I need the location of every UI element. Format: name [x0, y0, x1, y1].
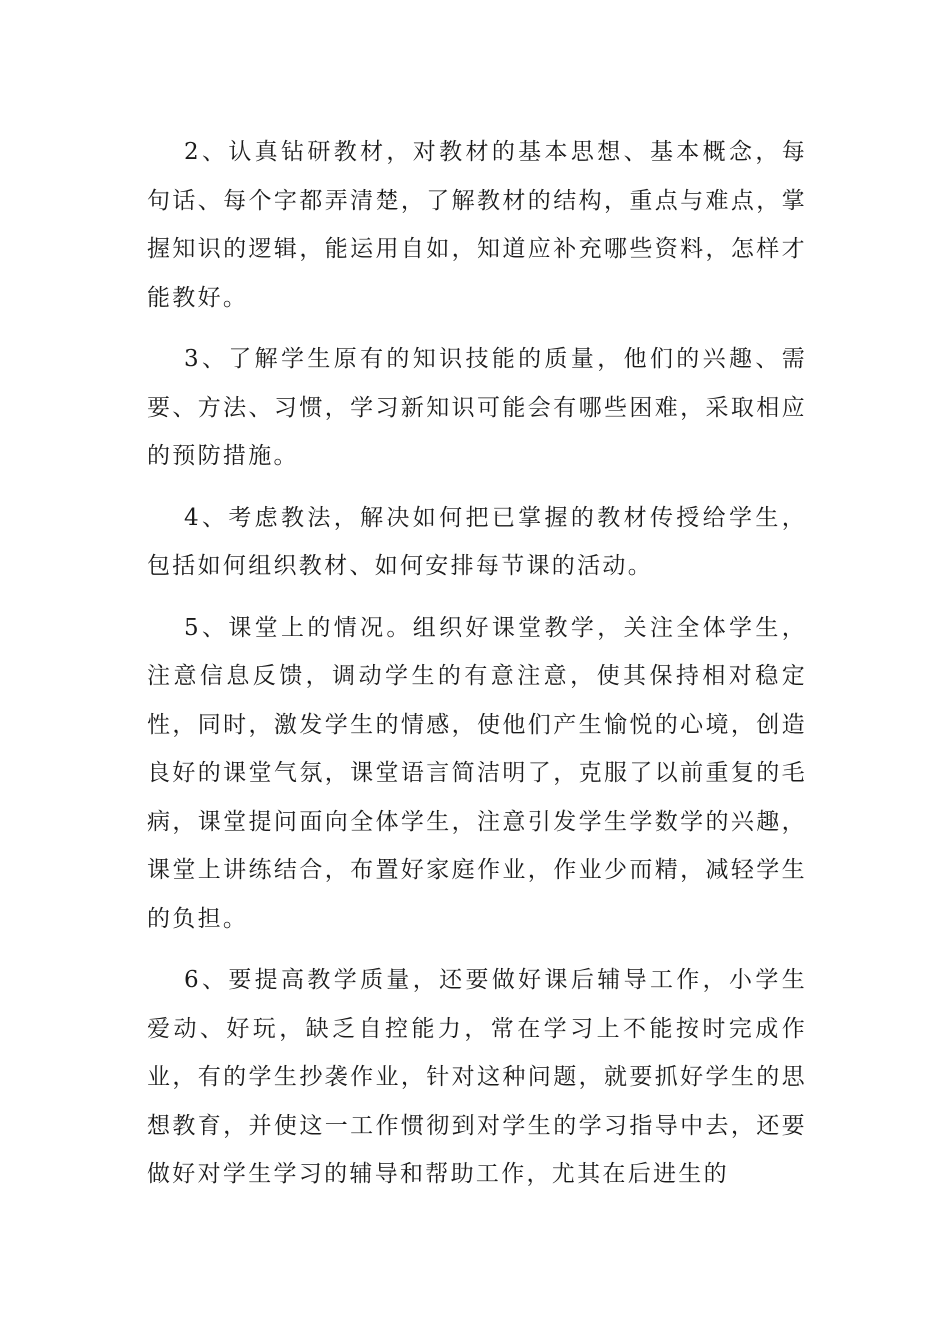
document-body [147, 128, 807, 1199]
paragraph-4: 4、考虑教法，解决如何把已掌握的教材传授给学生，包括如何组织教材、如何安排每节课的活动。 [147, 504, 807, 579]
paragraph-3: 3、了解学生原有的知识技能的质量，他们的兴趣、需要、方法、习惯，学习新知识可能会有哪些困难，采取相应的预防措施。 [147, 346, 807, 469]
paragraph-5: 5、课堂上的情况。组织好课堂教学，关注全体学生，注意信息反馈，调动学生的有意注意，使其保持相对稳定性，同时，激发学生的情感，使他们产生愉悦的心境，创造良好的课堂气氛，课堂语言简洁明了，克服了以前重复的毛病，课堂提问面向全体学生，注意引发学生学数学的兴趣，课堂上讲练结合，布置好家庭作业，作业少而精，减轻学生的负担。 [147, 614, 807, 932]
paragraph-6: 6、要提高教学质量，还要做好课后辅导工作，小学生爱动、好玩，缺乏自控能力，常在学习上不能按时完成作业，有的学生抄袭作业，针对这种问题，就要抓好学生的思想教育，并使这一工作惯彻到对学生的学习指导中去，还要做好对学生学习的辅导和帮助工作，尤其在后进生的 [147, 967, 807, 1187]
paragraph-2: 2、认真钻研教材，对教材的基本思想、基本概念，每句话、每个字都弄清楚，了解教材的结构，重点与难点，掌握知识的逻辑，能运用自如，知道应补充哪些资料，怎样才能教好。 [147, 139, 807, 311]
